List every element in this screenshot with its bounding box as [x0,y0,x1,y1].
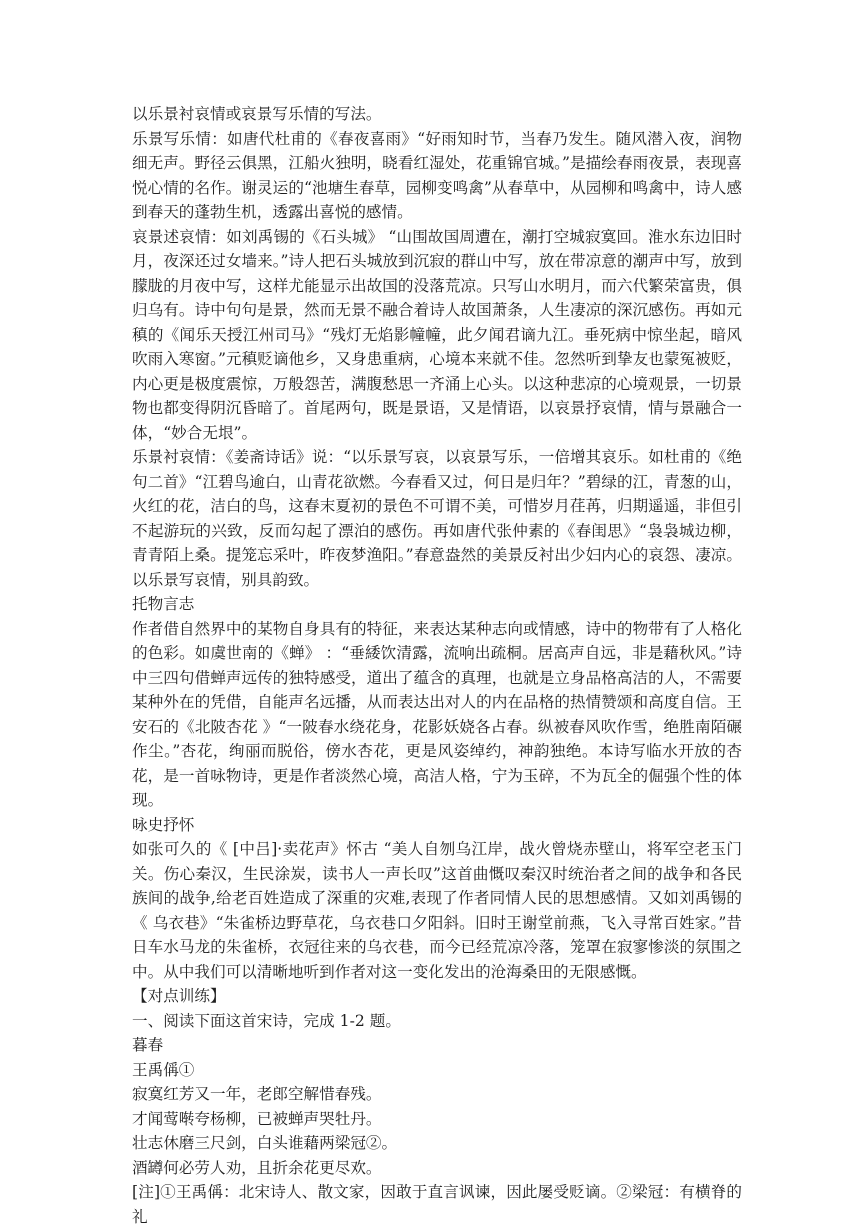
poem-line-3: 壮志休磨三尺剑，白头谁藉两梁冠②。 [132,1134,398,1152]
poem-line-4: 酒罇何必劳人劝，且折余花更尽欢。 [132,1158,382,1177]
section-heading-yongshi: 咏史抒怀 [132,815,195,834]
poem-line-2: 才闻莺啭夸杨柳，已被蝉声哭牡丹。 [132,1109,382,1128]
poem-line-1: 寂寞红芳又一年，老郎空解惜春残。 [132,1085,382,1103]
intro-line: 以乐景衬哀情或哀景写乐情的写法。 [132,105,382,123]
paragraph-joy-scene-sad: 乐景衬哀情：《姜斋诗话》说：“以乐景写哀，以哀景写乐，一倍增其哀乐。如杜甫的《绝句二首》“江碧鸟逾白，山青花欲燃。今春看又过，何日是归年？”碧绿的江，青葱的山，火红的花，洁白的鸟，这春末夏初的景色不可谓不美，可惜岁月荏苒，归期遥遥，非但引不起游玩的兴致，反而勾起了漂泊的感伤。再如唐代张仲素的《春闺思》“袅袅城边柳，青青陌上桑。提笼忘采叶，昨夜梦渔阳。”春意盎然的美景反衬出少妇内心的哀怨、凄凉。以乐景写哀情，别具韵致。 [132,448,742,589]
section-heading-tuowu: 托物言志 [132,595,195,613]
document-page [132,102,742,1229]
paragraph-joy-scene-joy: 乐景写乐情：如唐代杜甫的《春夜喜雨》“好雨知时节，当春乃发生。随风潜入夜，润物细无声。野径云俱黑，江船火独明，晓看红湿处，花重锦官城。”是描绘春雨夜景，表现喜悦心情的名作。谢灵运的“池塘生春草，园柳变鸣禽”从春草中，从园柳和鸣禽中，诗人感到春天的蓬勃生机，透露出喜悦的感情。 [132,129,742,221]
poem-title: 暮春 [132,1036,164,1054]
paragraph-sad-scene-sad: 哀景述哀情：如刘禹锡的《石头城》 “山围故国周遭在，潮打空城寂寞回。淮水东边旧时月，夜深还过女墙来。”诗人把石头城放到沉寂的群山中写，放在带凉意的潮声中写，放到朦胧的月夜中写，这样尤能显示出故国的没落荒凉。只写山水明月，而六代繁荣富贵，俱归乌有。诗中句句是景，然而无景不融合着诗人故国萧条，人生凄凉的深沉感伤。再如元稹的《闻乐天授江州司马》“残灯无焰影幢幢，此夕闻君谪九江。垂死病中惊坐起，暗风吹雨入寒窗。”元稹贬谪他乡，又身患重病，心境本来就不佳。忽然听到挚友也蒙冤被贬，内心更是极度震惊，万般怨苦，满腹愁思一齐涌上心头。以这种悲凉的心境观景，一切景物也都变得阴沉昏暗了。首尾两句，既是景语，又是情语，以哀景抒哀情，情与景融合一体，“妙合无垠”。 [132,227,742,442]
question-intro: 一、阅读下面这首宋诗，完成 1-2 题。 [132,1011,401,1030]
poem-author: 王禹偁① [132,1060,195,1079]
section-heading-training: 【对点训练】 [132,987,226,1005]
paragraph-tuowu: 作者借自然界中的某物自身具有的特征，来表达某种志向或情感，诗中的物带有了人格化的色彩。如虞世南的《蝉》 ：“垂緌饮清露，流响出疏桐。居高声自远，非是藉秋风。”诗中三四句借蝉声远传的独特感受，道出了蕴含的真理，也就是立身品格高洁的人，不需要某种外在的凭借，自能声名远播，从而表达出对人的内在品格的热情赞颂和高度自信。王安石的《北陂杏花 》“一陂春水绕花身，花影妖娆各占春。纵被春风吹作雪，绝胜南陌碾作尘。”杏花，绚丽而脱俗，傍水杏花，更是风姿绰约，神韵独绝。本诗写临水开放的杏花，是一首咏物诗，更是作者淡然心境，高洁人格，宁为玉碎，不为瓦全的倔强个性的体现。 [132,619,742,809]
poem-note: [注]①王禹偁：北宋诗人、散文家，因敢于直言讽谏，因此屡受贬谪。②梁冠：有横脊的礼 [132,1183,742,1226]
paragraph-yongshi: 如张可久的《 [中吕]·卖花声》怀古 “美人自刎乌江岸，战火曾烧赤壁山，将军空老玉门关。伤心秦汉，生民涂炭，读书人一声长叹”这首曲慨叹秦汉时统治者之间的战争和各民族间的战争,给老百姓造成了深重的灾难,表现了作者同情人民的思想感情。又如刘禹锡的《 乌衣巷》“朱雀桥边野草花，乌衣巷口夕阳斜。旧时王谢堂前燕，飞入寻常百姓家。”昔日车水马龙的朱雀桥，衣冠往来的乌衣巷，而今已经荒凉冷落，笼罩在寂寥惨淡的氛围之中。从中我们可以清晰地听到作者对这一变化发出的沧海桑田的无限感慨。 [132,840,742,981]
